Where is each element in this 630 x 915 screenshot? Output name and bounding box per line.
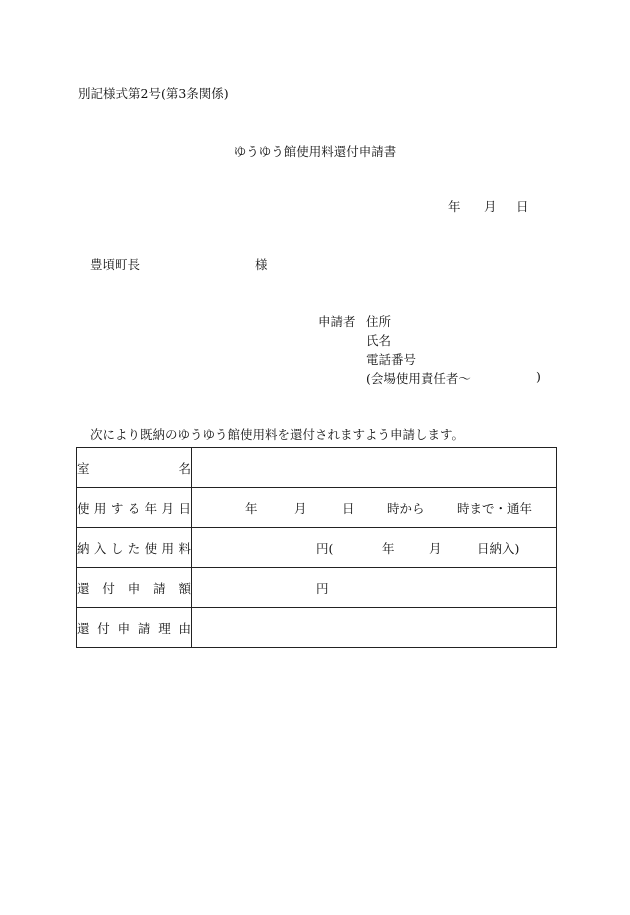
label-char: 日 (178, 500, 191, 516)
addressee-honorific: 様 (255, 257, 268, 272)
document-title: ゆうゆう館使用料還付申請書 (233, 144, 397, 159)
table-row-room (77, 448, 557, 488)
intro-text: 次により既納のゆうゆう館使用料を還付されますよう申請します。 (90, 427, 465, 442)
usage-date-label (77, 488, 192, 528)
applicant-responsible-label: (会場使用責任者～ (366, 371, 471, 386)
refund-reason-label (77, 608, 192, 648)
table-row-refund-amount (77, 568, 557, 608)
applicant-label: 申請者 (318, 314, 356, 329)
label-char: 還 (77, 580, 90, 596)
label-char: 名 (178, 460, 191, 476)
label-char: 額 (178, 580, 191, 596)
label-char: し (110, 540, 124, 556)
refund-amount-label (77, 568, 192, 608)
label-char: る (127, 500, 141, 516)
usage-to-label: 時まで・通年 (457, 500, 533, 516)
label-char: 申 (117, 620, 131, 636)
paid-fee-field[interactable] (192, 528, 557, 568)
label-char: 入 (93, 540, 107, 556)
usage-year-label: 年 (245, 500, 258, 516)
label-char: 使 (77, 500, 90, 516)
label-char: 月 (161, 500, 175, 516)
label-char: す (110, 500, 124, 516)
label-char: 還 (77, 620, 90, 636)
label-char: 年 (144, 500, 158, 516)
room-field[interactable] (192, 448, 557, 488)
table-row-paid-fee (77, 528, 557, 568)
date-day-label: 日 (516, 199, 529, 214)
refund-reason-field[interactable] (192, 608, 557, 648)
label-char: 請 (137, 620, 151, 636)
refund-form-table (76, 447, 557, 648)
label-char: 使 (144, 540, 158, 556)
date-line (448, 197, 529, 215)
label-char: 室 (77, 460, 90, 476)
label-char: 請 (153, 580, 166, 596)
label-char: 付 (97, 620, 110, 636)
date-month-label: 月 (484, 199, 497, 214)
label-char: 由 (178, 620, 191, 636)
refund-yen-label: 円 (316, 580, 329, 596)
usage-day-label: 日 (342, 500, 355, 516)
label-char: 付 (102, 580, 115, 596)
label-char: 用 (161, 540, 175, 556)
paid-year-label: 年 (382, 540, 395, 556)
paid-month-label: 月 (429, 540, 442, 556)
paid-yen-label: 円( (316, 540, 334, 556)
label-char: 理 (158, 620, 171, 636)
applicant-phone-label: 電話番号 (366, 352, 417, 367)
label-char: 申 (127, 580, 141, 596)
applicant-address-label: 住所 (366, 314, 392, 329)
paid-fee-label (77, 528, 192, 568)
table-row-usage-date (77, 488, 557, 528)
usage-from-label: 時から (387, 500, 425, 516)
room-label (77, 448, 192, 488)
paid-day-label: 日納入) (477, 540, 520, 556)
addressee-name: 豊頃町長 (90, 257, 141, 272)
applicant-name-label: 氏名 (366, 333, 392, 348)
label-char: た (127, 540, 141, 556)
table-row-refund-reason (77, 608, 557, 648)
form-number: 別記様式第2号(第3条関係) (78, 86, 229, 101)
label-char: 納 (77, 540, 90, 556)
applicant-responsible-close: ) (536, 369, 541, 384)
label-char: 用 (93, 500, 107, 516)
usage-date-field[interactable] (192, 488, 557, 528)
refund-amount-field[interactable] (192, 568, 557, 608)
usage-month-label: 月 (294, 500, 307, 516)
date-year-label: 年 (448, 199, 461, 214)
label-char: 料 (178, 540, 191, 556)
